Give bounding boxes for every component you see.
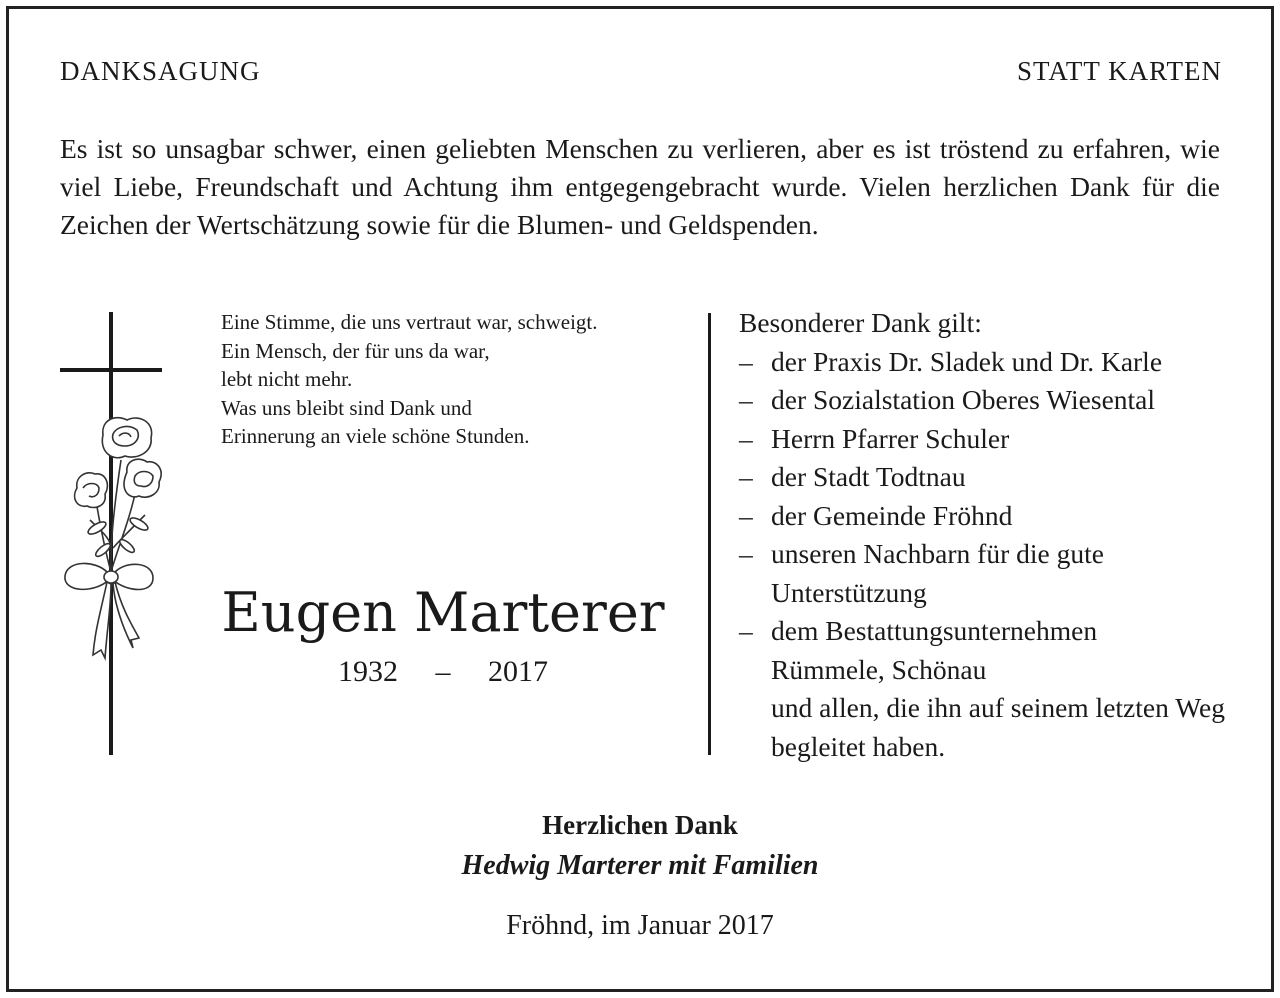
deceased-name: Eugen Marterer <box>221 581 665 644</box>
list-item <box>739 420 1239 459</box>
list-dash: – <box>739 499 753 531</box>
signatories: Hedwig Marterer mit Familien <box>461 850 819 881</box>
special-thanks-heading: Besonderer Dank gilt: <box>739 307 982 338</box>
list-dash: – <box>739 345 753 377</box>
list-item-text: der Sozialstation Oberes Wiesental <box>771 384 1156 415</box>
list-item-text: der Praxis Dr. Sladek und Dr. Karle <box>771 345 1163 377</box>
poem-line: Ein Mensch, der für uns da war, <box>221 338 490 363</box>
list-item <box>739 535 1191 612</box>
list-dash: – <box>739 422 753 454</box>
list-item-text: dem Bestattungsunternehmen Rümmele, Schönau <box>771 615 1098 685</box>
life-years: 1932 – 2017 <box>338 655 548 688</box>
poem-line: lebt nicht mehr. <box>221 367 353 391</box>
list-item <box>739 343 1239 382</box>
header-subtitle: STATT KARTEN <box>1017 56 1222 86</box>
poem-line: Erinnerung an viele schöne Stunden. <box>221 424 530 448</box>
place-and-date: Fröhnd, im Januar 2017 <box>506 910 774 941</box>
closing-thanks: Herzlichen Dank <box>542 810 738 840</box>
poem <box>221 308 691 451</box>
poem-line: Eine Stimme, die uns vertraut war, schweigt. <box>221 310 598 334</box>
closing-text: und allen, die ihn auf seinem letzten Weg begleitet haben. <box>771 692 1225 762</box>
list-dash: – <box>739 615 753 646</box>
list-item-text: der Stadt Todtnau <box>771 461 966 492</box>
list-dash: – <box>739 384 753 415</box>
poem-line: Was uns bleibt sind Dank und <box>221 395 472 420</box>
list-item-text: unseren Nachbarn für die gute Unterstützung <box>771 538 1104 608</box>
list-dash: – <box>739 461 753 492</box>
intro-paragraph: Es ist so unsagbar schwer, einen geliebten Menschen zu verlieren, aber es ist tröstend zu erfahren, wie viel Liebe, Freundschaft und Achtung ihm entgegengebracht wurde. Vielen herzlichen Dank für die Zeichen der Wertschätzung sowie für die Blumen- und Geldspenden. <box>60 133 1220 240</box>
cross-with-roses-icon <box>55 310 170 760</box>
cross-horizontal-beam <box>60 368 162 372</box>
list-item <box>739 458 1239 497</box>
special-thanks-list <box>739 304 1239 766</box>
list-item-text: der Gemeinde Fröhnd <box>771 499 1013 531</box>
list-item <box>739 612 1191 689</box>
column-divider <box>708 313 711 755</box>
list-dash: – <box>739 538 753 569</box>
list-item <box>739 381 1239 420</box>
list-item <box>739 497 1239 536</box>
list-item-text: Herrn Pfarrer Schuler <box>771 422 1010 454</box>
header-title: DANKSAGUNG <box>60 56 261 86</box>
